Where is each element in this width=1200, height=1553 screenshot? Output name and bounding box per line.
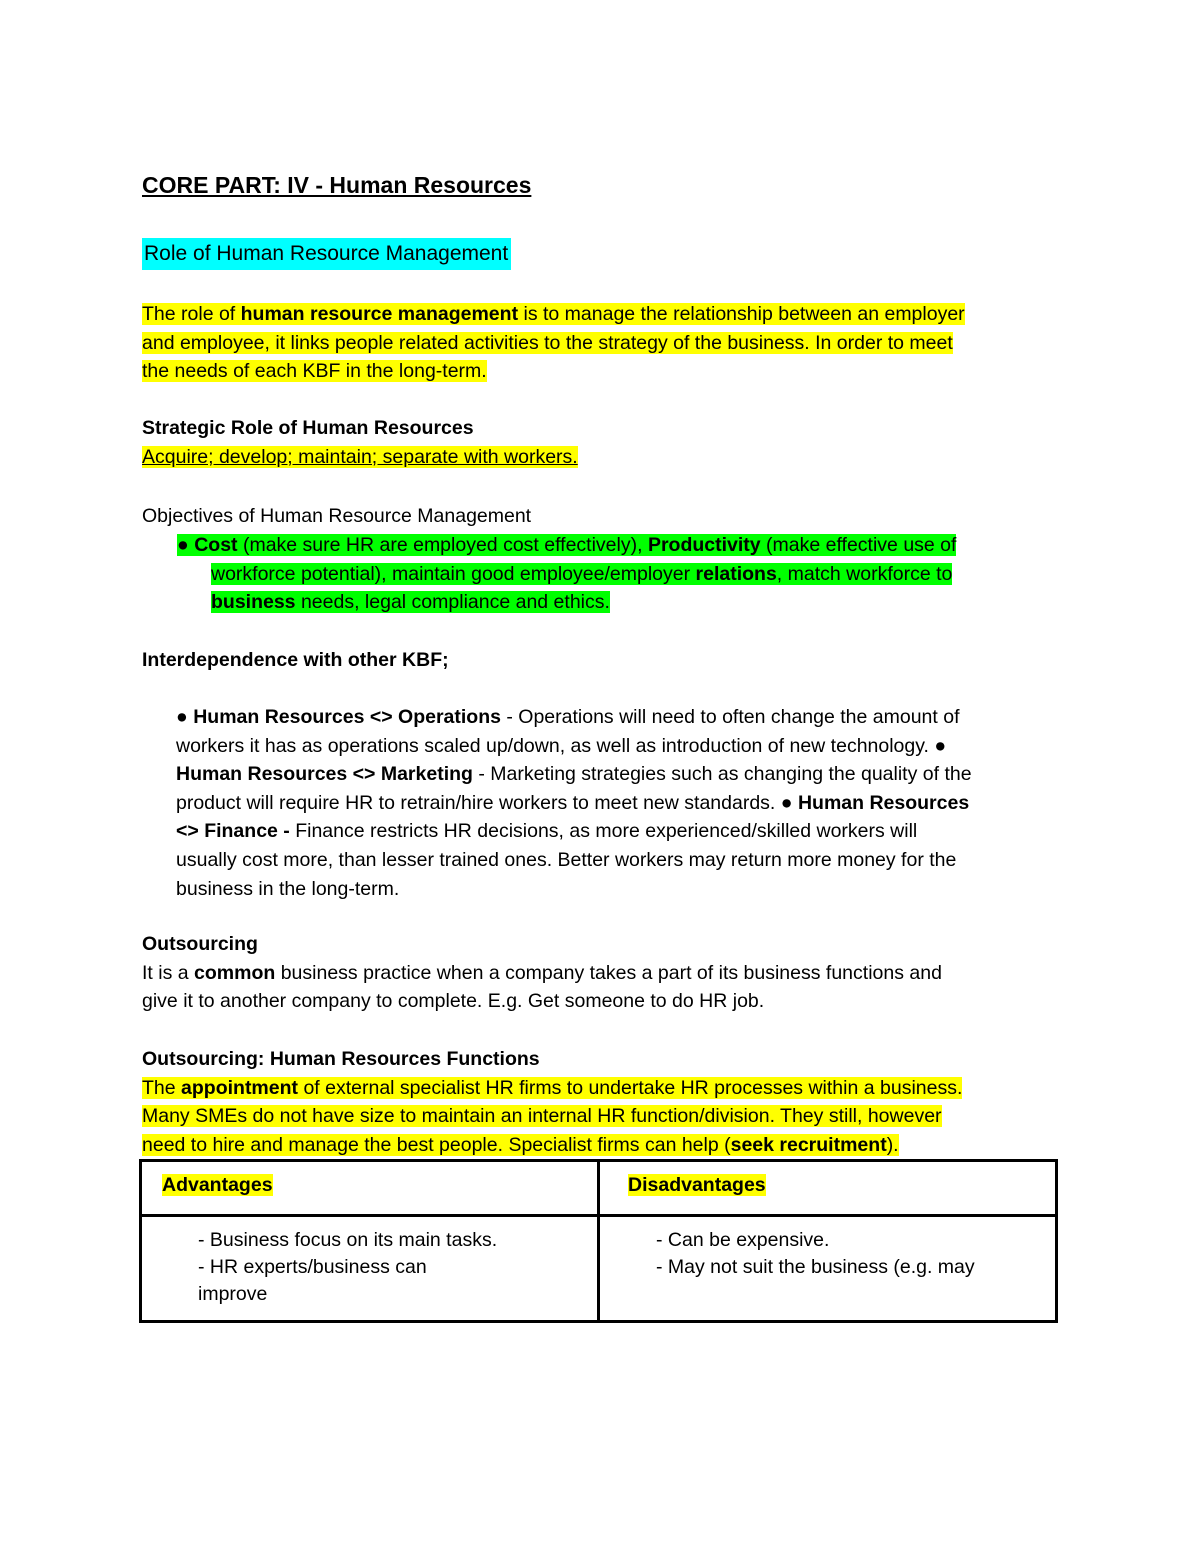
advantages-header: Advantages <box>162 1174 273 1196</box>
kbf-text: usually cost more, than lesser trained ones. Better workers may return more money for the <box>176 848 957 871</box>
outsourcing-text: It is a <box>142 961 195 984</box>
kbf-text: workers it has as operations scaled up/down, as well as introduction of new technology. ● <box>176 734 947 757</box>
table-header-cell <box>141 1161 599 1216</box>
objective-text: workforce potential), maintain good employee/employer <box>211 562 696 585</box>
strategic-section <box>142 414 578 471</box>
page-title: CORE PART: IV - Human Resources <box>142 172 532 198</box>
outsourcing-text: business practice when a company takes a part of its business functions and <box>275 961 942 984</box>
kbf-text: business in the long-term. <box>176 877 400 900</box>
intro-text: is to manage the relationship between an employer <box>518 303 965 325</box>
outsourcing-hr-term: appointment <box>181 1076 299 1099</box>
outsourcing-hr-section <box>142 1045 962 1159</box>
bullet: ● <box>177 534 195 556</box>
objective-text: (make sure HR are employed cost effectively), <box>237 534 648 556</box>
outsourcing-hr-text: ). <box>886 1133 899 1156</box>
objective-term: business <box>211 591 296 614</box>
strategic-text: Acquire; develop; maintain; separate with workers. <box>142 445 578 468</box>
kbf-link-term: <> Finance - <box>176 820 290 843</box>
advantage-item: improve <box>198 1283 268 1305</box>
intro-text: The role of <box>142 303 241 325</box>
objective-text: , match workforce to <box>776 562 953 585</box>
objectives-list <box>177 531 1077 617</box>
kbf-link-term: ● Human Resources <box>780 791 970 814</box>
outsourcing-heading: Outsourcing <box>142 933 258 955</box>
advantage-item: - Business focus on its main tasks. <box>198 1229 498 1251</box>
kbf-text: product will require HR to retrain/hire workers to meet new standards. <box>176 791 781 814</box>
advantages-cell <box>141 1216 599 1322</box>
table-header-cell <box>599 1161 1057 1216</box>
objective-term: Productivity <box>647 534 761 556</box>
outsourcing-term: common <box>194 961 276 984</box>
outsourcing-text: give it to another company to complete. E.g. Get someone to do HR job. <box>142 990 765 1013</box>
outsourcing-hr-text: of external specialist HR firms to undertake HR processes within a business. <box>298 1076 963 1099</box>
interdependence-heading: Interdependence with other KBF; <box>142 649 449 671</box>
objectives-heading: Objectives of Human Resource Management <box>142 505 532 527</box>
intro-line: and employee, it links people related activities to the strategy of the business. In order to meet <box>142 331 953 354</box>
objective-term: relations <box>695 562 777 585</box>
interdependence-paragraph <box>176 703 1076 903</box>
outsourcing-hr-term: seek recruitment <box>730 1133 887 1156</box>
objective-text: (make effective use of <box>760 534 957 556</box>
disadvantages-header: Disadvantages <box>628 1174 766 1196</box>
outsourcing-hr-text: need to hire and manage the best people. Specialist firms can help ( <box>142 1133 731 1156</box>
table-row <box>141 1216 1057 1322</box>
section-heading: Role of Human Resource Management <box>142 238 511 270</box>
table-header-row <box>141 1161 1057 1216</box>
advantage-item: - HR experts/business can <box>198 1256 427 1278</box>
outsourcing-hr-text: The <box>142 1076 182 1099</box>
disadvantage-item: - May not suit the business (e.g. may <box>656 1256 975 1278</box>
kbf-text: Finance restricts HR decisions, as more experienced/skilled workers will <box>289 820 918 843</box>
strategic-heading: Strategic Role of Human Resources <box>142 417 474 439</box>
disadvantages-cell <box>599 1216 1057 1322</box>
outsourcing-hr-heading: Outsourcing: Human Resources Functions <box>142 1048 540 1070</box>
objective-text: needs, legal compliance and ethics. <box>295 591 610 614</box>
kbf-link-term: Human Resources <> Marketing <box>176 763 473 786</box>
kbf-text: - Marketing strategies such as changing the quality of the <box>472 763 972 786</box>
intro-line: the needs of each KBF in the long-term. <box>142 360 487 383</box>
pros-cons-table <box>139 1159 1058 1323</box>
outsourcing-section <box>142 930 942 1016</box>
kbf-link-term: ● Human Resources <> Operations <box>176 706 501 728</box>
intro-bold-term: human resource management <box>240 303 519 325</box>
disadvantage-item: - Can be expensive. <box>656 1229 830 1251</box>
outsourcing-hr-text: Many SMEs do not have size to maintain an internal HR function/division. They still, however <box>142 1105 942 1128</box>
objective-term: Cost <box>194 534 238 556</box>
kbf-text: - Operations will need to often change the amount of <box>500 706 960 728</box>
intro-paragraph <box>142 300 965 386</box>
